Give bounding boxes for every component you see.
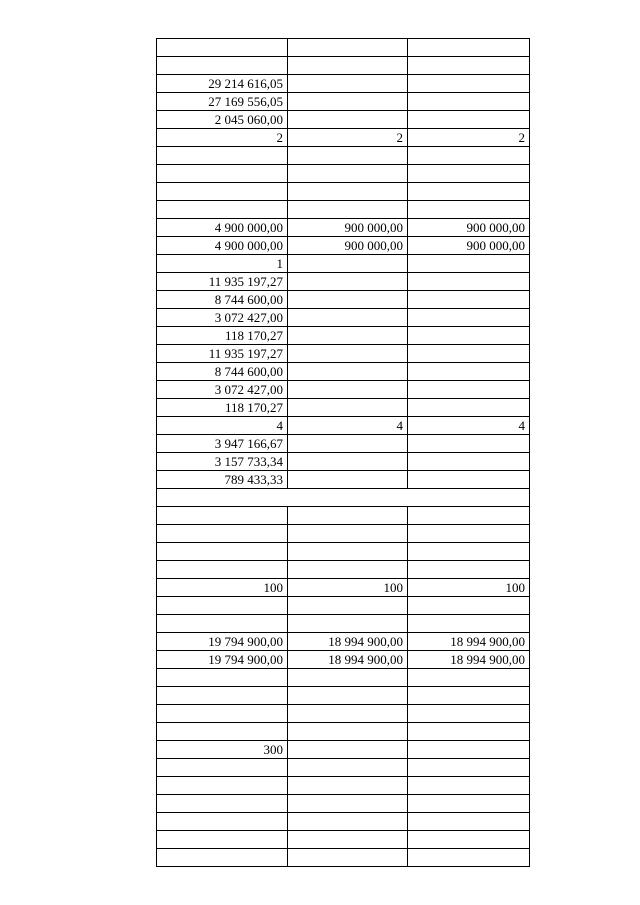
table-cell-col-1 (156, 506, 287, 524)
table-cell-col-3 (407, 506, 529, 524)
column-divider (407, 506, 408, 867)
row-divider (156, 632, 530, 633)
table-row (156, 272, 529, 290)
row-divider (156, 524, 530, 525)
table-cell-col-3: 4 (518, 418, 525, 433)
table-row (156, 776, 529, 794)
table-cell-col-2 (287, 308, 407, 326)
table-cell-col-1: 29 214 616,05 (208, 76, 283, 91)
table-cell-col-3 (407, 56, 529, 74)
table-row (156, 110, 529, 128)
table-cell-col-2 (287, 74, 407, 92)
table-cell-col-1 (156, 146, 287, 164)
row-divider (156, 38, 530, 39)
table-cell-col-2 (287, 452, 407, 470)
table-cell-col-3 (407, 740, 529, 758)
table-row (156, 830, 529, 848)
table-cell-col-2 (287, 110, 407, 128)
table-cell-col-3 (407, 110, 529, 128)
table-cell-col-2 (287, 92, 407, 110)
table-cell-col-1: 2 (276, 130, 283, 145)
table-cell-col-2 (287, 758, 407, 776)
table-row (156, 650, 529, 668)
table-row (156, 344, 529, 362)
table-row (156, 488, 529, 506)
row-divider (156, 758, 530, 759)
row-divider (156, 776, 530, 777)
table-cell-col-3 (407, 380, 529, 398)
row-divider (156, 254, 530, 255)
row-divider (156, 146, 530, 147)
table-row (156, 200, 529, 218)
row-divider (156, 308, 530, 309)
column-divider (529, 38, 530, 867)
table-row (156, 794, 529, 812)
row-divider (156, 704, 530, 705)
table-cell-col-3 (407, 308, 529, 326)
row-divider (156, 794, 530, 795)
table-cell-col-2 (287, 794, 407, 812)
row-divider (156, 344, 530, 345)
table-cell-col-1: 2 045 060,00 (214, 112, 283, 127)
table-row (156, 560, 529, 578)
table-cell-col-1: 3 157 733,34 (214, 454, 283, 469)
table-cell-col-2 (287, 740, 407, 758)
table-cell-col-1: 11 935 197,27 (208, 346, 283, 361)
table-cell-col-3 (407, 92, 529, 110)
table-cell-col-2 (287, 182, 407, 200)
table-cell-col-2 (287, 380, 407, 398)
table-cell-col-2 (287, 686, 407, 704)
table-cell-col-2 (287, 542, 407, 560)
table-row (156, 668, 529, 686)
table-cell-col-2 (287, 830, 407, 848)
table-cell-col-3 (407, 722, 529, 740)
table-cell-col-2 (287, 56, 407, 74)
table-row (156, 758, 529, 776)
table-cell-col-1: 118 170,27 (224, 328, 283, 343)
table-cell-col-1 (156, 704, 287, 722)
row-divider (156, 650, 530, 651)
table-row (156, 596, 529, 614)
table-cell-col-3 (407, 758, 529, 776)
table-cell-col-2 (287, 326, 407, 344)
table-row (156, 146, 529, 164)
table-cell-col-3 (407, 254, 529, 272)
table-cell-col-1 (156, 542, 287, 560)
table-cell-col-3 (407, 668, 529, 686)
table-row (156, 434, 529, 452)
row-divider (156, 110, 530, 111)
row-divider (156, 56, 530, 57)
table-cell-col-1 (156, 614, 287, 632)
row-divider (156, 488, 530, 489)
table-cell-col-3 (407, 164, 529, 182)
table-row (156, 578, 529, 596)
table-row (156, 542, 529, 560)
table-cell-col-1 (156, 38, 287, 56)
row-divider (156, 272, 530, 273)
column-divider (287, 38, 288, 489)
table-cell-col-1 (156, 758, 287, 776)
table-cell-col-1 (156, 524, 287, 542)
table-cell-col-2 (287, 290, 407, 308)
row-divider (156, 92, 530, 93)
table-cell-col-1: 3 072 427,00 (214, 310, 283, 325)
table-row (156, 848, 529, 866)
table-cell-col-3 (407, 146, 529, 164)
table-cell-merged (156, 488, 529, 506)
table-cell-col-1 (156, 182, 287, 200)
row-divider (156, 614, 530, 615)
table-cell-col-2: 2 (396, 130, 403, 145)
table-cell-col-2 (287, 362, 407, 380)
column-divider (407, 38, 408, 489)
table-cell-col-3 (407, 38, 529, 56)
table-cell-col-2 (287, 776, 407, 794)
table-cell-col-2 (287, 506, 407, 524)
table-cell-col-1: 1 (276, 256, 283, 271)
table-row (156, 416, 529, 434)
row-divider (156, 290, 530, 291)
table-row (156, 722, 529, 740)
table-row (156, 380, 529, 398)
table-cell-col-1 (156, 164, 287, 182)
table-cell-col-1: 4 900 000,00 (214, 238, 283, 253)
table-row (156, 452, 529, 470)
table-cell-col-2 (287, 470, 407, 488)
table-cell-col-2 (287, 848, 407, 866)
table-cell-col-3 (407, 200, 529, 218)
table-cell-col-2: 18 994 900,00 (328, 634, 403, 649)
table-cell-col-1: 19 794 900,00 (208, 634, 283, 649)
table-cell-col-3 (407, 686, 529, 704)
table-cell-col-1: 11 935 197,27 (208, 274, 283, 289)
table-cell-col-3 (407, 524, 529, 542)
table-cell-col-3 (407, 182, 529, 200)
table-cell-col-1 (156, 722, 287, 740)
row-divider (156, 830, 530, 831)
table-row (156, 632, 529, 650)
table-row (156, 686, 529, 704)
row-divider (156, 236, 530, 237)
row-divider (156, 326, 530, 327)
row-divider (156, 542, 530, 543)
table-cell-col-3 (407, 848, 529, 866)
row-divider (156, 128, 530, 129)
table-cell-col-3 (407, 776, 529, 794)
table-cell-col-1: 27 169 556,05 (208, 94, 283, 109)
table-cell-col-3 (407, 614, 529, 632)
table-row (156, 128, 529, 146)
table-cell-col-2 (287, 704, 407, 722)
table-cell-col-1 (156, 56, 287, 74)
table-cell-col-2 (287, 398, 407, 416)
table-row (156, 92, 529, 110)
table-cell-col-2: 900 000,00 (344, 220, 403, 235)
table-cell-col-1 (156, 686, 287, 704)
table-cell-col-2: 100 (383, 580, 403, 595)
table-row (156, 812, 529, 830)
table-cell-col-3: 900 000,00 (466, 238, 525, 253)
table-cell-col-3 (407, 596, 529, 614)
row-divider (156, 722, 530, 723)
table-cell-col-3 (407, 272, 529, 290)
table-row (156, 326, 529, 344)
table-cell-col-3 (407, 830, 529, 848)
table-cell-col-2 (287, 722, 407, 740)
row-divider (156, 200, 530, 201)
table-row (156, 308, 529, 326)
table-cell-col-1: 3 072 427,00 (214, 382, 283, 397)
table-cell-col-3 (407, 326, 529, 344)
table-cell-col-3 (407, 470, 529, 488)
table-row (156, 740, 529, 758)
table-cell-col-1 (156, 200, 287, 218)
table-cell-col-3: 18 994 900,00 (450, 652, 525, 667)
table-cell-col-1: 100 (263, 580, 283, 595)
table-cell-col-1 (156, 668, 287, 686)
row-divider (156, 506, 530, 507)
row-divider (156, 380, 530, 381)
table-cell-col-3 (407, 344, 529, 362)
table-cell-col-1: 8 744 600,00 (214, 364, 283, 379)
table-row (156, 38, 529, 56)
table-row (156, 506, 529, 524)
table-cell-col-2 (287, 434, 407, 452)
table-row (156, 290, 529, 308)
row-divider (156, 74, 530, 75)
table-cell-col-2 (287, 560, 407, 578)
table-cell-col-3 (407, 704, 529, 722)
row-divider (156, 848, 530, 849)
row-divider (156, 398, 530, 399)
table-cell-col-1 (156, 794, 287, 812)
data-table (156, 38, 529, 866)
table-cell-col-2 (287, 38, 407, 56)
table-row (156, 362, 529, 380)
table-cell-col-3 (407, 398, 529, 416)
table-cell-col-1: 19 794 900,00 (208, 652, 283, 667)
table-cell-col-1 (156, 848, 287, 866)
row-divider (156, 182, 530, 183)
row-divider (156, 218, 530, 219)
table-row (156, 164, 529, 182)
table-cell-col-2 (287, 146, 407, 164)
row-divider (156, 560, 530, 561)
table-cell-col-3 (407, 812, 529, 830)
table-cell-col-3 (407, 452, 529, 470)
row-divider (156, 578, 530, 579)
column-divider (156, 38, 157, 867)
table-cell-col-2 (287, 272, 407, 290)
row-divider (156, 740, 530, 741)
table-row (156, 524, 529, 542)
table-cell-col-1: 118 170,27 (224, 400, 283, 415)
table-cell-col-1: 8 744 600,00 (214, 292, 283, 307)
table-cell-col-1 (156, 560, 287, 578)
table-row (156, 254, 529, 272)
row-divider (156, 866, 530, 867)
table-cell-col-2 (287, 200, 407, 218)
row-divider (156, 812, 530, 813)
table-cell-col-1 (156, 812, 287, 830)
table-cell-col-2 (287, 596, 407, 614)
row-divider (156, 362, 530, 363)
table-cell-col-1 (156, 596, 287, 614)
table-cell-col-3 (407, 794, 529, 812)
table-row (156, 56, 529, 74)
table-cell-col-2 (287, 524, 407, 542)
table-cell-col-3: 100 (505, 580, 525, 595)
table-row (156, 236, 529, 254)
table-cell-col-3: 900 000,00 (466, 220, 525, 235)
table-cell-col-3 (407, 560, 529, 578)
table-cell-col-1 (156, 830, 287, 848)
table-cell-col-3 (407, 542, 529, 560)
table-cell-col-2 (287, 812, 407, 830)
table-cell-col-1: 4 (276, 418, 283, 433)
table-row (156, 614, 529, 632)
table-cell-col-2: 18 994 900,00 (328, 652, 403, 667)
table-cell-col-3 (407, 434, 529, 452)
table-cell-col-2 (287, 344, 407, 362)
table-row (156, 218, 529, 236)
table-row (156, 74, 529, 92)
table-cell-col-1: 300 (263, 742, 283, 757)
table-cell-col-2 (287, 614, 407, 632)
table-cell-col-1: 789 433,33 (224, 472, 283, 487)
row-divider (156, 434, 530, 435)
row-divider (156, 452, 530, 453)
table-cell-col-3: 2 (518, 130, 525, 145)
row-divider (156, 668, 530, 669)
row-divider (156, 686, 530, 687)
table-row (156, 398, 529, 416)
table-cell-col-2 (287, 668, 407, 686)
table-cell-col-1: 4 900 000,00 (214, 220, 283, 235)
table-cell-col-2: 900 000,00 (344, 238, 403, 253)
column-divider (287, 506, 288, 867)
table-row (156, 470, 529, 488)
table-cell-col-1: 3 947 166,67 (214, 436, 283, 451)
table-row (156, 704, 529, 722)
table-cell-col-3 (407, 290, 529, 308)
table-row (156, 182, 529, 200)
row-divider (156, 164, 530, 165)
table-cell-col-2: 4 (396, 418, 403, 433)
table-cell-col-2 (287, 164, 407, 182)
table-cell-col-3: 18 994 900,00 (450, 634, 525, 649)
row-divider (156, 596, 530, 597)
row-divider (156, 470, 530, 471)
table-cell-col-3 (407, 362, 529, 380)
table-cell-col-1 (156, 776, 287, 794)
table-cell-col-3 (407, 74, 529, 92)
table-cell-col-2 (287, 254, 407, 272)
row-divider (156, 416, 530, 417)
